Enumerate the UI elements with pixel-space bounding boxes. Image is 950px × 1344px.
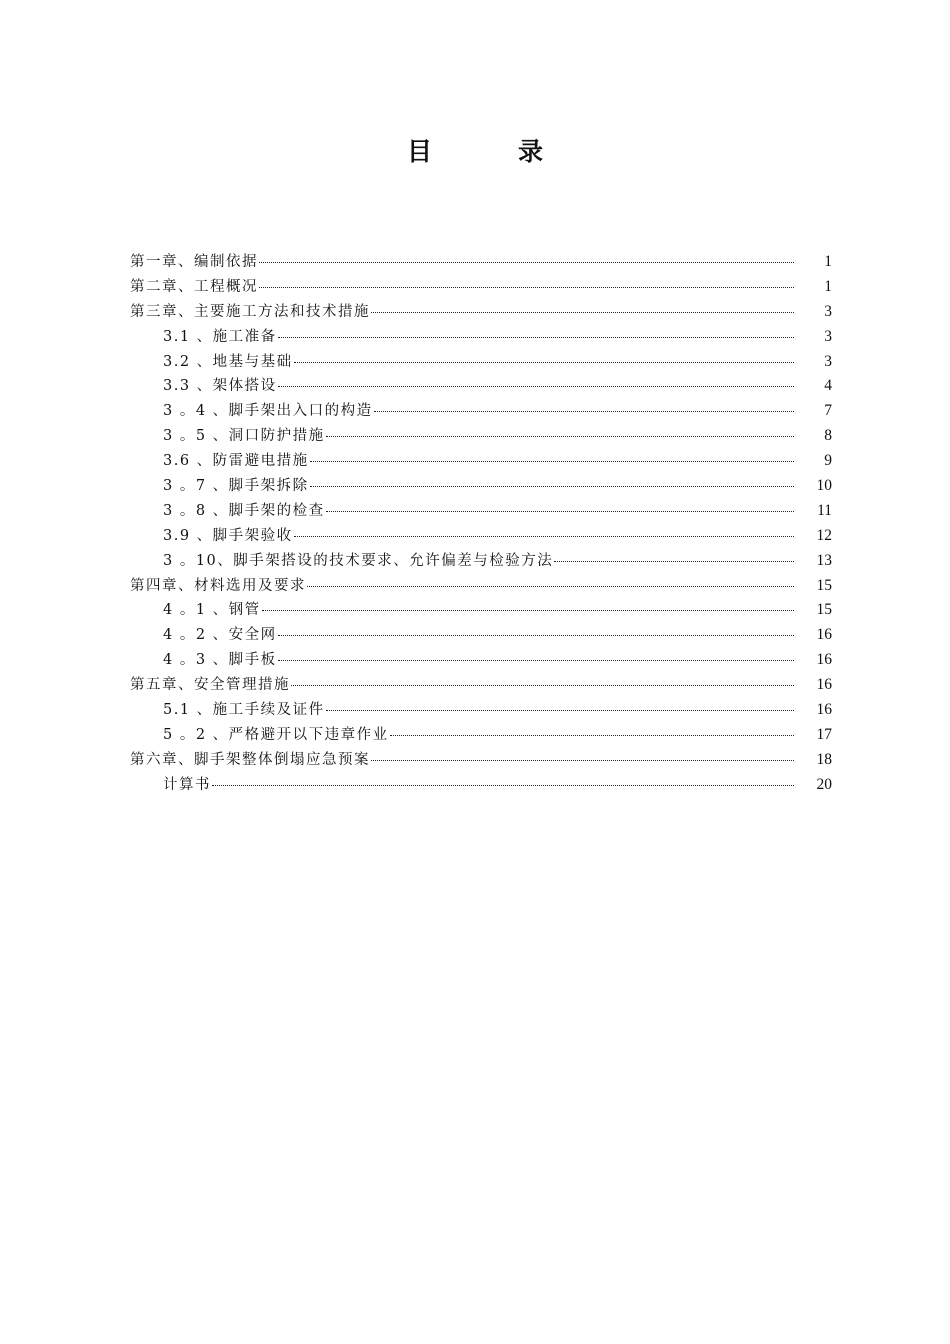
toc-entry-page: 3 [824,327,832,345]
toc-leader-dots [371,759,794,761]
toc-entry-page: 7 [824,402,832,420]
toc-entry[interactable] [130,424,832,449]
toc-leader-dots [212,784,794,786]
toc-leader-dots [291,684,794,686]
toc-entry[interactable] [130,623,832,648]
toc-title-right: 录 [518,137,544,166]
toc-entry-page: 10 [816,477,832,495]
toc-entry-page: 1 [824,253,832,270]
toc-entry-label: 3.9 、脚手架验收 [163,527,293,544]
toc-entry-label: 5.1 、施工手续及证件 [163,702,325,719]
toc-leader-dots [326,510,794,512]
toc-entry-page: 11 [817,501,832,519]
toc-title-left: 目 [406,137,432,166]
toc-entry-page: 3 [824,352,832,370]
toc-leader-dots [259,286,794,288]
toc-entry-label: 3 。7 、脚手架拆除 [163,478,309,495]
toc-entry-page: 3 [824,302,832,320]
toc-entry-label: 3 。5 、洞口防护措施 [163,428,325,445]
toc-entry-label: 第一章、编制依据 [130,254,258,270]
toc-entry[interactable] [130,648,832,673]
toc-leader-dots [374,410,794,412]
toc-entry[interactable] [130,748,832,773]
toc-leader-dots [326,709,794,711]
toc-entry-page: 16 [816,701,832,719]
toc-entry-label: 第六章、脚手架整体倒塌应急预案 [130,751,370,768]
toc-leader-dots [259,261,794,263]
toc-entry-label: 3.2 、地基与基础 [163,353,293,370]
toc-entry[interactable] [130,449,832,474]
toc-entry-page: 9 [824,452,832,470]
toc-entry-page: 17 [816,725,832,743]
toc-entry[interactable] [130,250,832,275]
toc-title [0,132,950,168]
toc-entry-page: 20 [816,775,832,793]
toc-leader-dots [278,659,794,661]
toc-entry-page: 15 [816,576,832,594]
toc-entry-label: 4 。1 、钢管 [163,602,261,619]
toc-entry[interactable] [130,275,832,300]
toc-entry-page: 16 [816,626,832,644]
toc-entry-page: 1 [824,277,832,295]
toc-entry-page: 8 [824,427,832,445]
toc-entry[interactable] [130,549,832,574]
toc-leader-dots [310,485,794,487]
toc-entry-page: 13 [816,551,832,569]
toc-entry-page: 18 [816,750,832,768]
toc-leader-dots [390,734,794,736]
toc-leader-dots [278,385,794,387]
table-of-contents [130,250,832,798]
toc-entry[interactable] [130,598,832,623]
toc-entry-label: 4 。3 、脚手板 [163,652,277,669]
toc-entry[interactable] [130,499,832,524]
toc-leader-dots [307,585,794,587]
toc-leader-dots [278,336,794,338]
toc-entry-label: 3 。4 、脚手架出入口的构造 [163,403,373,420]
toc-entry[interactable] [130,325,832,350]
toc-leader-dots [310,460,794,462]
toc-leader-dots [294,361,794,363]
toc-leader-dots [371,311,794,313]
toc-entry[interactable] [130,673,832,698]
toc-entry-label: 4 。2 、安全网 [163,627,277,644]
toc-entry-label: 第二章、工程概况 [130,278,258,295]
toc-entry-label: 3 。10、脚手架搭设的技术要求、允许偏差与检验方法 [163,552,554,569]
toc-leader-dots [262,609,794,611]
toc-leader-dots [294,535,794,537]
toc-entry[interactable] [130,723,832,748]
toc-entry-label: 5 。2 、严格避开以下违章作业 [163,726,389,743]
toc-entry[interactable] [130,300,832,325]
toc-entry-page: 4 [824,377,832,395]
toc-entry[interactable] [130,574,832,599]
toc-entry-label: 3.6 、防雷避电措施 [163,453,309,470]
toc-entry-page: 15 [816,601,832,619]
toc-entry-label: 第五章、安全管理措施 [130,677,290,694]
toc-entry-page: 12 [816,526,832,544]
toc-entry-label: 计算书 [163,776,211,793]
toc-entry[interactable] [130,524,832,549]
toc-entry[interactable] [130,773,832,798]
toc-entry-label: 3.1 、施工准备 [163,328,277,345]
toc-entry[interactable] [130,698,832,723]
toc-leader-dots [554,560,794,562]
toc-entry-label: 第三章、主要施工方法和技术措施 [130,303,370,320]
toc-entry-page: 16 [816,676,832,694]
toc-entry[interactable] [130,474,832,499]
toc-entry-label: 3 。8 、脚手架的检查 [163,502,325,519]
toc-entry[interactable] [130,350,832,375]
toc-leader-dots [326,435,794,437]
toc-entry-label: 第四章、材料选用及要求 [130,577,306,594]
toc-entry-label: 3.3 、架体搭设 [163,378,277,395]
toc-entry-page: 16 [816,651,832,669]
toc-leader-dots [278,634,794,636]
toc-entry[interactable] [130,399,832,424]
toc-entry[interactable] [130,374,832,399]
